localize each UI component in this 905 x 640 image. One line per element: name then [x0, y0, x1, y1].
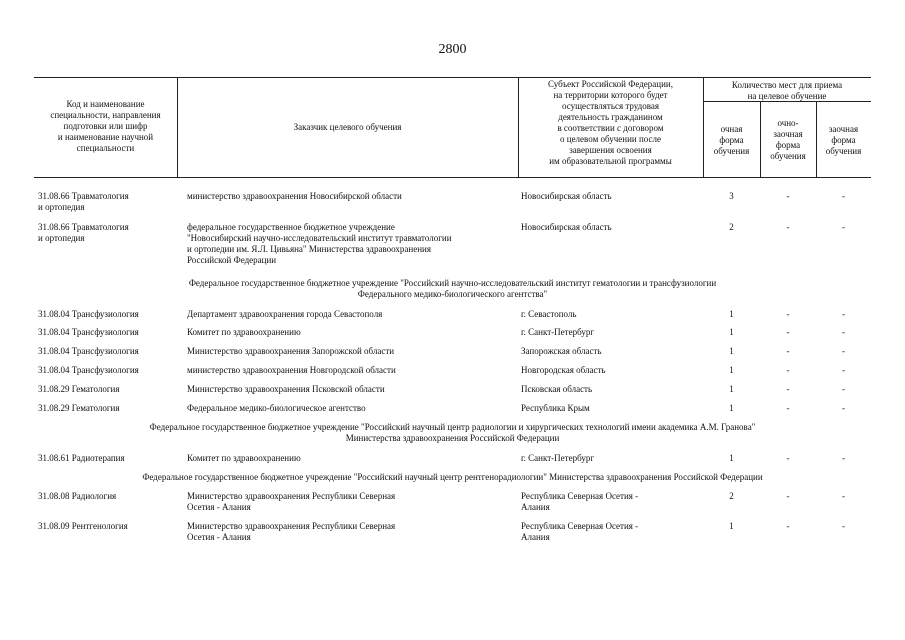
row-distance: - [842, 327, 845, 337]
row-mixed: - [786, 327, 790, 337]
row-subject: Псковская область [521, 384, 593, 394]
row-subject: Запорожская область [521, 346, 602, 356]
row-distance: - [842, 222, 845, 232]
row-fulltime: 2 [729, 491, 734, 501]
row-customer: министерство здравоохранения Новгородской области [187, 365, 396, 375]
header-subject: Субъект Российской Федерации, на территории которого будет осуществляться трудовая деятельность гражданином в соответствии с договором о целевом обучении после завершения освоения им образовательной программы [548, 79, 673, 166]
row-fulltime: 3 [729, 191, 734, 201]
header-distance: заочная форма обучения [825, 124, 862, 156]
row-code: 31.08.29 Гематология [38, 384, 120, 394]
row-fulltime: 1 [729, 403, 734, 413]
row-customer: Министерство здравоохранения Республики Северная Осетия - Алания [187, 491, 396, 512]
row-subject: Республика Крым [521, 403, 590, 413]
row-code: 31.08.04 Трансфузиология [38, 365, 139, 375]
row-mixed: - [786, 453, 790, 463]
row-distance: - [842, 346, 845, 356]
row-mixed: - [786, 365, 790, 375]
row-fulltime: 1 [729, 346, 734, 356]
header-fulltime: очная форма обучения [713, 124, 750, 156]
row-customer: Федеральное медико-биологическое агентство [187, 403, 366, 413]
row-fulltime: 2 [729, 222, 734, 232]
row-code: 31.08.04 Трансфузиология [38, 327, 139, 337]
header-bottom-rule [34, 177, 871, 178]
row-code: 31.08.04 Трансфузиология [38, 346, 139, 356]
row-mixed: - [786, 384, 790, 394]
group-heading: Федеральное государственное бюджетное учреждение "Российский научный центр рентгенорадиологии" Министерства здравоохранения Российской Федерации [142, 472, 763, 482]
row-subject: Республика Северная Осетия - Алания [521, 491, 639, 512]
row-distance: - [842, 384, 845, 394]
row-mixed: - [786, 521, 790, 531]
header-customer: Заказчик целевого обучения [293, 122, 402, 132]
header-top-rule [34, 77, 871, 78]
row-subject: Новосибирская область [521, 222, 612, 232]
row-subject: Новосибирская область [521, 191, 612, 201]
row-subject: г. Санкт-Петербург [521, 327, 595, 337]
row-distance: - [842, 403, 845, 413]
header-places: Количество мест для приема на целевое обучение [731, 80, 843, 101]
page-number: 2800 [438, 42, 467, 57]
row-mixed: - [786, 309, 790, 319]
row-customer: Комитет по здравоохранению [187, 453, 301, 463]
header-code: Код и наименование специальности, направления подготовки или шифр и наименование научной специальности [50, 99, 161, 153]
row-fulltime: 1 [729, 453, 734, 463]
row-subject: Республика Северная Осетия - Алания [521, 521, 639, 542]
row-code: 31.08.66 Травматология и ортопедия [38, 191, 129, 212]
row-customer: министерство здравоохранения Новосибирской области [187, 191, 402, 201]
row-code: 31.08.09 Рентгенология [38, 521, 128, 531]
row-distance: - [842, 191, 845, 201]
header-mixed: очно- заочная форма обучения [770, 118, 806, 161]
row-fulltime: 1 [729, 327, 734, 337]
row-subject: г. Севастополь [521, 309, 577, 319]
row-distance: - [842, 365, 845, 375]
row-customer: федеральное государственное бюджетное учреждение "Новосибирский научно-исследовательский институт травматологии и ортопедии им. Я.Л. Цивьяна" Министерства здравоохранения Российской Федерации [187, 222, 452, 265]
row-code: 31.08.61 Радиотерапия [38, 453, 125, 463]
row-distance: - [842, 491, 845, 501]
row-distance: - [842, 521, 845, 531]
row-mixed: - [786, 403, 790, 413]
row-subject: г. Санкт-Петербург [521, 453, 595, 463]
row-distance: - [842, 309, 845, 319]
row-customer: Министерство здравоохранения Псковской области [187, 384, 385, 394]
group-heading: Федеральное государственное бюджетное учреждение "Российский научный центр радиологии и хирургических технологий имени академика А.М. Гранова" Министерства здравоохранения Российской Федерации [149, 422, 756, 443]
row-customer: Министерство здравоохранения Республики Северная Осетия - Алания [187, 521, 396, 542]
row-customer: Министерство здравоохранения Запорожской области [187, 346, 395, 356]
row-mixed: - [786, 491, 790, 501]
group-heading: Федеральное государственное бюджетное учреждение "Российский научно-исследовательский институт гематологии и трансфузиологии Федерального медико-биологического агентства" [188, 278, 717, 299]
row-customer: Комитет по здравоохранению [187, 327, 301, 337]
row-mixed: - [786, 346, 790, 356]
row-mixed: - [786, 191, 790, 201]
row-subject: Новгородская область [521, 365, 606, 375]
row-code: 31.08.29 Гематология [38, 403, 120, 413]
row-mixed: - [786, 222, 790, 232]
row-fulltime: 1 [729, 521, 734, 531]
row-customer: Департамент здравоохранения города Севастополя [187, 309, 383, 319]
row-fulltime: 1 [729, 309, 734, 319]
row-fulltime: 1 [729, 384, 734, 394]
row-code: 31.08.08 Радиология [38, 491, 117, 501]
row-distance: - [842, 453, 845, 463]
row-code: 31.08.04 Трансфузиология [38, 309, 139, 319]
row-code: 31.08.66 Травматология и ортопедия [38, 222, 129, 243]
row-fulltime: 1 [729, 365, 734, 375]
